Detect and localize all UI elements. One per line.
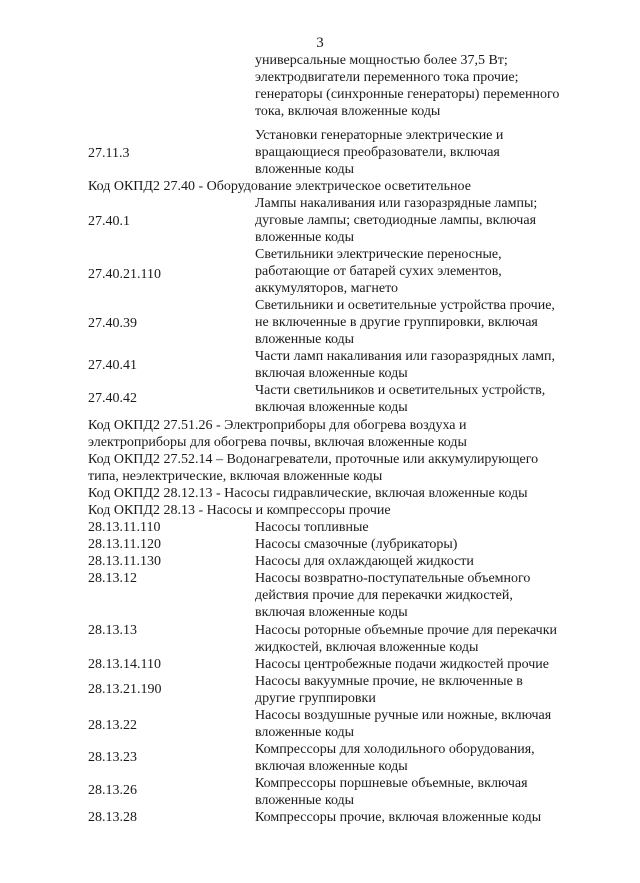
description-line: включая вложенные коды bbox=[255, 366, 408, 381]
description-line: включая вложенные коды bbox=[255, 400, 408, 415]
code-cell: 27.40.21.110 bbox=[88, 267, 161, 282]
description-line: Насосы роторные объемные прочие для перекачки bbox=[255, 623, 557, 638]
description-line: Светильники электрические переносные, bbox=[255, 247, 502, 262]
section-heading bbox=[88, 451, 598, 485]
heading-line: Код ОКПД2 28.12.13 - Насосы гидравлические, включая вложенные коды bbox=[88, 486, 528, 501]
heading-line: электроприборы для обогрева почвы, включая вложенные коды bbox=[88, 435, 467, 450]
description-line: работающие от батарей сухих элементов, bbox=[255, 264, 502, 279]
code-cell: 28.13.12 bbox=[88, 571, 137, 586]
code-cell: 28.13.14.110 bbox=[88, 657, 161, 672]
description-line: аккумуляторов, магнето bbox=[255, 281, 399, 296]
code-cell: 28.13.11.130 bbox=[88, 554, 161, 569]
description-line: действия прочие для перекачки жидкостей, bbox=[255, 588, 513, 603]
description-line: не включенные в другие группировки, включая bbox=[255, 315, 538, 330]
continuation-line: тока, включая вложенные коды bbox=[255, 104, 441, 119]
description-line: Насосы возвратно-поступательные объемного bbox=[255, 571, 531, 586]
description-line: Насосы вакуумные прочие, не включенные в bbox=[255, 674, 523, 689]
description-line: Насосы топливные bbox=[255, 520, 369, 535]
description-line: включая вложенные коды bbox=[255, 605, 408, 620]
description-line: включая вложенные коды bbox=[255, 759, 408, 774]
section-heading bbox=[88, 485, 598, 502]
description-line: дуговые лампы; светодиодные лампы, включая bbox=[255, 213, 537, 228]
code-cell: 27.40.42 bbox=[88, 391, 137, 406]
description-line: Насосы смазочные (лубрикаторы) bbox=[255, 537, 458, 552]
description-line: вложенные коды bbox=[255, 332, 355, 347]
continuation-line: универсальные мощностью более 37,5 Вт; bbox=[255, 53, 508, 68]
description-line: вложенные коды bbox=[255, 793, 355, 808]
description-line: Части светильников и осветительных устройств, bbox=[255, 383, 546, 398]
code-cell: 27.11.3 bbox=[88, 146, 130, 161]
description-line: вложенные коды bbox=[255, 725, 355, 740]
description-line: вложенные коды bbox=[255, 162, 355, 177]
description-line: Насосы воздушные ручные или ножные, включая bbox=[255, 708, 552, 723]
heading-line: Код ОКПД2 27.51.26 - Электроприборы для обогрева воздуха и bbox=[88, 418, 467, 433]
description-line: Насосы центробежные подачи жидкостей прочие bbox=[255, 657, 549, 672]
section-heading bbox=[88, 178, 598, 195]
description-line: вложенные коды bbox=[255, 230, 355, 245]
continuation-line: электродвигатели переменного тока прочие; bbox=[255, 70, 519, 85]
description-line: вращающиеся преобразователи, включая bbox=[255, 145, 500, 160]
code-cell: 27.40.1 bbox=[88, 214, 130, 229]
section-heading bbox=[88, 502, 598, 519]
continuation-line: генераторы (синхронные генераторы) переменного bbox=[255, 87, 560, 102]
code-cell: 27.40.39 bbox=[88, 316, 137, 331]
description-line: Компрессоры поршневые объемные, включая bbox=[255, 776, 528, 791]
code-cell: 28.13.22 bbox=[88, 718, 137, 733]
code-cell: 28.13.13 bbox=[88, 623, 137, 638]
code-cell: 28.13.26 bbox=[88, 783, 137, 798]
description-line: жидкостей, включая вложенные коды bbox=[255, 640, 479, 655]
code-cell: 28.13.21.190 bbox=[88, 682, 162, 697]
heading-line: Код ОКПД2 27.40 - Оборудование электрическое осветительное bbox=[88, 179, 471, 194]
continuation-text bbox=[255, 52, 605, 120]
code-cell: 28.13.11.120 bbox=[88, 537, 161, 552]
description-line: Установки генераторные электрические и bbox=[255, 128, 504, 143]
heading-line: типа, неэлектрические, включая вложенные коды bbox=[88, 469, 383, 484]
code-cell: 27.40.41 bbox=[88, 358, 137, 373]
heading-line: Код ОКПД2 27.52.14 – Водонагреватели, проточные или аккумулирующего bbox=[88, 452, 539, 467]
code-cell: 28.13.11.110 bbox=[88, 520, 161, 535]
section-heading bbox=[88, 417, 598, 451]
code-cell: 28.13.23 bbox=[88, 750, 137, 765]
page-number: 3 bbox=[316, 35, 324, 51]
description-line: Светильники и осветительные устройства прочие, bbox=[255, 298, 555, 313]
description-line: другие группировки bbox=[255, 691, 376, 706]
description-line: Компрессоры прочие, включая вложенные коды bbox=[255, 810, 542, 825]
description-line: Части ламп накаливания или газоразрядных ламп, bbox=[255, 349, 555, 364]
description-line: Компрессоры для холодильного оборудования, bbox=[255, 742, 535, 757]
description-line: Лампы накаливания или газоразрядные лампы; bbox=[255, 196, 538, 211]
heading-line: Код ОКПД2 28.13 - Насосы и компрессоры прочие bbox=[88, 503, 391, 518]
code-cell: 28.13.28 bbox=[88, 810, 137, 825]
description-line: Насосы для охлаждающей жидкости bbox=[255, 554, 474, 569]
